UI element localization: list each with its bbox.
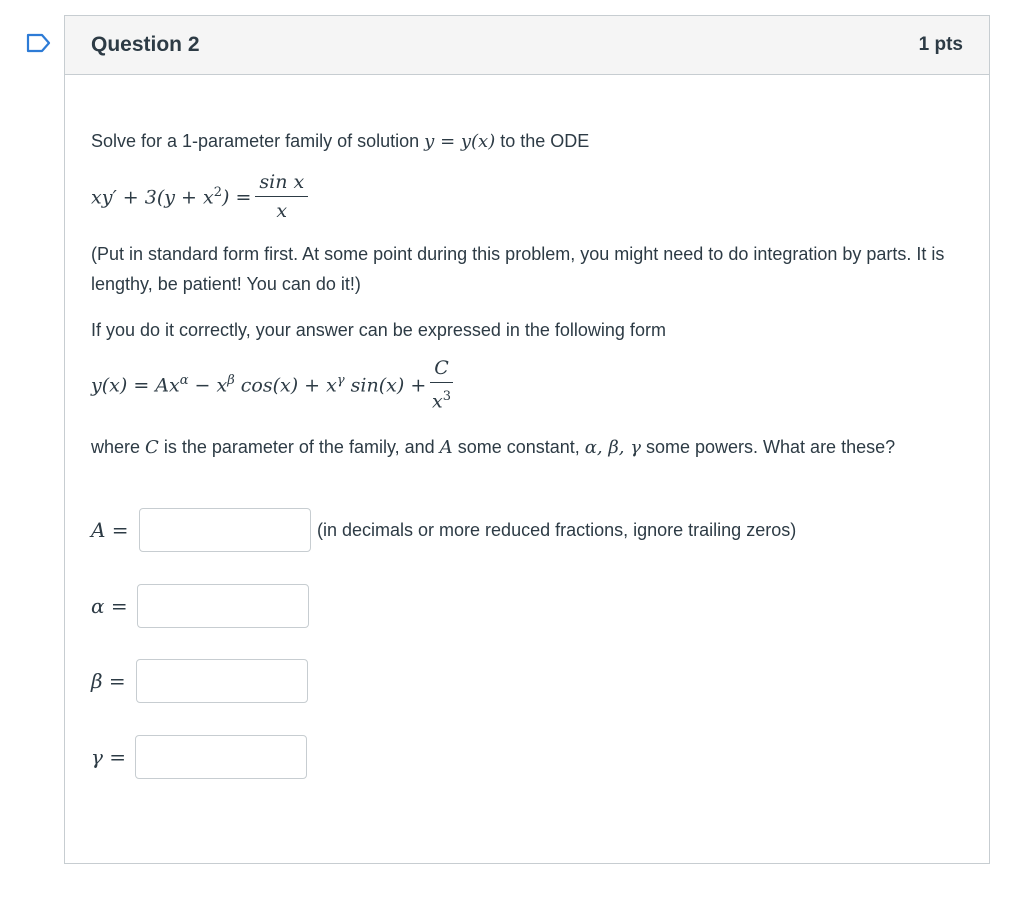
form-mid3: sin(x) + [344, 374, 427, 397]
form-frac-den: x [432, 390, 443, 413]
answer-row-gamma [91, 735, 307, 779]
form-intro: If you do it correctly, your answer can be expressed in the following form [91, 320, 666, 340]
ode-lhs: xy′ + 3(y + x [91, 186, 214, 209]
question-card [64, 15, 990, 864]
intro-math: y = y(x) [424, 131, 496, 152]
answer-row-alpha [91, 584, 309, 628]
form-frac-num: C [430, 357, 453, 383]
where-text [91, 432, 971, 463]
question-header [65, 16, 989, 75]
where-greek: α, β, γ [584, 437, 641, 458]
answer-row-A [91, 508, 796, 552]
ode-equation [91, 171, 312, 222]
answer-hint: (in decimals or more reduced fractions, ignore trailing zeros) [317, 519, 797, 540]
answer-input-alpha[interactable] [137, 584, 309, 628]
form-frac-den-sup: 3 [442, 389, 452, 404]
form-fraction [430, 357, 453, 412]
ode-rhs-num: sin x [255, 171, 308, 197]
intro-line [91, 126, 589, 157]
ode-rhs-den: x [276, 200, 288, 222]
answer-input-gamma[interactable] [135, 735, 307, 779]
answer-label-beta: β = [91, 669, 126, 693]
form-lhs: y(x) = Ax [91, 374, 180, 397]
where-2: is the parameter of the family, and [163, 437, 435, 457]
answer-label-gamma: γ = [91, 745, 127, 769]
ode-lhs-sup: 2 [213, 184, 222, 200]
answer-input-A[interactable] [139, 508, 311, 552]
question-points: 1 pts [918, 34, 963, 55]
ode-rhs-fraction [255, 171, 308, 222]
where-1: where [91, 437, 141, 457]
where-4: some powers. What are these? [646, 437, 896, 457]
form-mid2: cos(x) + x [234, 374, 337, 397]
intro-suffix: to the ODE [500, 131, 590, 151]
form-mid1: − x [188, 374, 228, 397]
where-A: A [439, 437, 453, 458]
form-beta: β [227, 373, 235, 388]
note-text: (Put in standard form first. At some point during this problem, you might need to do integration by parts. It is lengthy, be patient! You can do it!) [91, 244, 945, 294]
answer-row-beta [91, 659, 308, 703]
question-title: Question 2 [91, 33, 200, 56]
intro-text: Solve for a 1-parameter family of solution [91, 131, 420, 151]
bookmark-icon[interactable] [26, 33, 52, 53]
ode-lhs-end: ) = [222, 186, 252, 209]
answer-input-beta[interactable] [136, 659, 308, 703]
form-equation [91, 357, 457, 412]
form-alpha: α [179, 373, 189, 388]
where-3: some constant, [457, 437, 580, 457]
answer-label-alpha: α = [91, 594, 128, 618]
form-gamma: γ [336, 373, 345, 388]
answer-label-A: A = [91, 518, 129, 542]
where-C: C [145, 437, 159, 458]
